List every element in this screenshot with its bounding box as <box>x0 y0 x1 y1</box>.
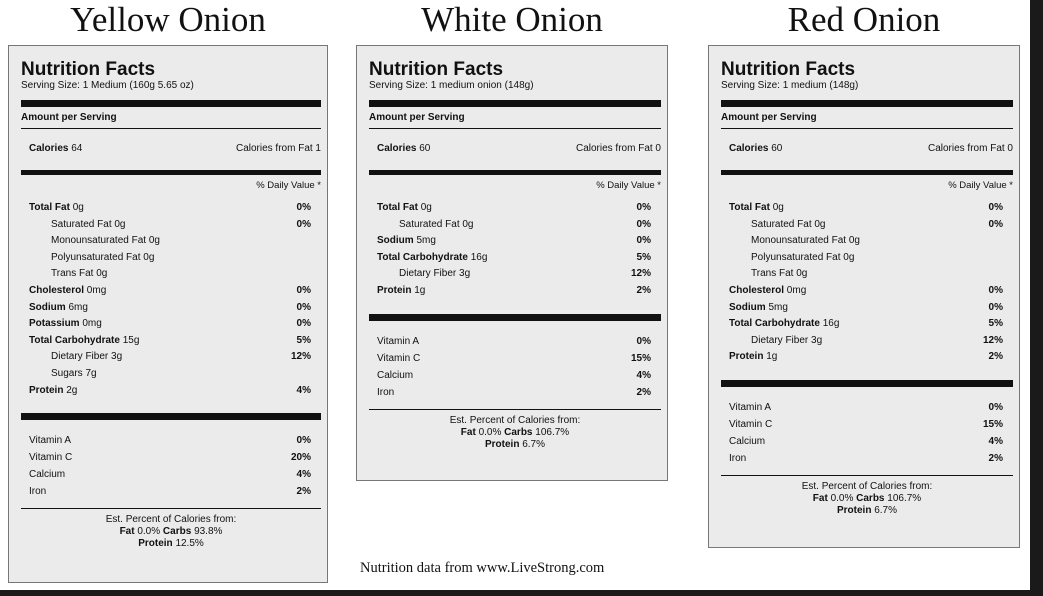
calories-text <box>29 143 82 155</box>
nutrient-name: Total Carbohydrate <box>377 251 468 263</box>
nutrient-pct: 0% <box>988 284 1003 296</box>
nutrient-name: Protein <box>377 284 412 296</box>
nutrient-name: Dietary Fiber 3g <box>51 351 123 363</box>
nutrient-row <box>369 200 661 217</box>
nutrient-text <box>29 283 106 300</box>
nutrient-row <box>21 316 321 333</box>
nutrient-pct: 5% <box>296 334 311 346</box>
nutrient-pct: 0% <box>296 318 311 330</box>
nutrient-name: Protein <box>29 384 64 396</box>
nutrient-amount: 1g <box>414 284 426 296</box>
vitamin-row <box>369 384 661 401</box>
nutrient-pct: 5% <box>636 251 651 263</box>
divider-thick <box>721 380 1013 387</box>
nutrient-name: Trans Fat 0g <box>751 268 808 280</box>
nutrient-name: Monounsaturated Fat 0g <box>751 235 860 247</box>
amount-per-serving: Amount per Serving <box>369 112 661 129</box>
nutrient-name: Saturated Fat 0g <box>51 218 126 230</box>
daily-value-header: % Daily Value * <box>596 180 661 191</box>
calories-row <box>369 129 661 170</box>
nutrient-text <box>377 283 425 300</box>
vitamin-pct: 0% <box>296 435 311 447</box>
nutrient-row <box>21 349 321 366</box>
nutrient-name: Dietary Fiber 3g <box>399 268 471 280</box>
fat-label: Fat <box>812 492 828 504</box>
white-onion-heading: White Onion <box>421 0 603 39</box>
vitamin-pct: 4% <box>988 435 1003 447</box>
fat-label: Fat <box>460 426 476 438</box>
est-percent-label: Est. Percent of Calories from: <box>105 514 237 526</box>
nutrient-row <box>721 300 1013 317</box>
nutrition-facts-title: Nutrition Facts <box>721 59 856 80</box>
vitamin-pct: 0% <box>636 335 651 347</box>
nutrient-row <box>369 250 661 267</box>
divider-thick <box>21 100 321 107</box>
calorie-breakdown <box>721 475 1013 517</box>
nutrient-name: Protein <box>729 351 764 363</box>
vitamin-name: Iron <box>729 452 747 464</box>
nutrient-text <box>729 200 784 217</box>
nutrient-pct: 0% <box>296 218 311 230</box>
nutrient-text <box>377 200 432 217</box>
est-percent-label: Est. Percent of Calories from: <box>449 414 581 426</box>
calories-value: 64 <box>71 143 83 154</box>
nutrient-name: Sugars 7g <box>51 367 97 379</box>
red-nutrition-label <box>708 45 1020 548</box>
protein-value: 6.7% <box>874 504 898 516</box>
carbs-value: 93.8% <box>194 526 223 538</box>
nutrient-row <box>21 383 321 400</box>
vitamin-row <box>721 416 1013 433</box>
nutrient-row <box>721 200 1013 217</box>
nutrition-facts-title: Nutrition Facts <box>21 59 156 80</box>
vitamin-row <box>21 449 321 466</box>
nutrient-pct: 0% <box>296 301 311 313</box>
protein-line <box>369 439 661 451</box>
carbs-label: Carbs <box>504 426 533 438</box>
nutrient-amount: 1g <box>766 351 778 363</box>
nutrient-pct: 12% <box>290 351 311 363</box>
nutrient-name: Polyunsaturated Fat 0g <box>51 251 155 263</box>
nutrient-text <box>729 283 806 300</box>
nutrient-name: Sodium <box>377 235 414 247</box>
nutrient-name: Total Carbohydrate <box>29 334 120 346</box>
carbs-label: Carbs <box>162 526 192 538</box>
nutrient-amount: 16g <box>822 318 840 330</box>
nutrient-amount: 15g <box>122 334 140 346</box>
vitamin-name: Vitamin C <box>29 452 73 464</box>
nutrient-row <box>721 250 1013 267</box>
vitamin-pct: 15% <box>630 352 651 364</box>
vitamin-name: Vitamin C <box>729 418 773 430</box>
fat-carbs-line <box>721 493 1013 505</box>
vitamin-row <box>369 367 661 384</box>
serving-size: Serving Size: 1 Medium (160g 5.65 oz) <box>21 80 194 91</box>
calories-from-fat: Calories from Fat 1 <box>235 143 321 154</box>
nutrient-text <box>729 349 777 366</box>
nutrient-name: Saturated Fat 0g <box>399 218 474 230</box>
nutrient-name: Potassium <box>29 318 80 330</box>
nutrient-text <box>377 250 487 267</box>
vitamin-row <box>369 333 661 350</box>
calories-from-fat: Calories from Fat 0 <box>927 143 1013 154</box>
vitamin-row <box>721 399 1013 416</box>
nutrient-amount: 0g <box>72 202 84 213</box>
nutrient-row <box>721 266 1013 283</box>
calories-value: 60 <box>771 143 783 154</box>
nutrient-name: Total Fat <box>377 202 418 213</box>
vitamin-name: Vitamin C <box>377 352 421 364</box>
nutrient-name: Total Fat <box>729 202 770 213</box>
vitamin-row <box>721 450 1013 467</box>
nutrient-name: Trans Fat 0g <box>51 268 108 280</box>
nutrient-name: Cholesterol <box>729 284 785 296</box>
vitamin-pct: 0% <box>988 401 1003 413</box>
calories-text <box>377 143 430 155</box>
nutrient-pct: 12% <box>982 334 1003 346</box>
calories-row <box>21 129 321 170</box>
calorie-breakdown <box>21 508 321 550</box>
nutrient-text <box>29 300 88 317</box>
nutrient-amount: 0mg <box>86 284 107 296</box>
nutrient-amount: 0g <box>420 202 432 213</box>
nutrient-row <box>369 217 661 234</box>
nutrient-row <box>21 266 321 283</box>
vitamin-name: Vitamin A <box>377 335 420 347</box>
nutrient-pct: 4% <box>296 384 311 396</box>
nutrient-text <box>729 300 788 317</box>
nutrient-text <box>729 316 839 333</box>
nutrient-pct: 2% <box>636 284 651 296</box>
vitamin-pct: 20% <box>290 452 311 464</box>
vitamin-row <box>21 466 321 483</box>
nutrient-amount: 5mg <box>768 301 788 313</box>
nutrient-name: Dietary Fiber 3g <box>751 334 823 346</box>
vitamin-name: Iron <box>29 486 47 498</box>
nutrient-row <box>21 333 321 350</box>
amount-per-serving: Amount per Serving <box>21 112 321 129</box>
vitamin-name: Calcium <box>729 435 766 447</box>
vitamin-pct: 2% <box>988 452 1003 464</box>
divider-thick <box>369 314 661 321</box>
calories-label: Calories <box>377 143 417 154</box>
serving-size: Serving Size: 1 medium (148g) <box>721 80 859 91</box>
divider-thick <box>21 413 321 420</box>
vitamin-row <box>21 483 321 500</box>
protein-value: 6.7% <box>522 438 546 450</box>
vitamin-pct: 4% <box>636 369 651 381</box>
protein-label: Protein <box>138 538 173 550</box>
daily-value-header: % Daily Value * <box>256 180 321 191</box>
carbs-label: Carbs <box>856 492 885 504</box>
nutrient-row <box>21 250 321 267</box>
nutrient-row <box>21 233 321 250</box>
nutrient-pct: 0% <box>988 202 1003 213</box>
nutrient-row <box>21 217 321 234</box>
fat-value: 0.0% <box>137 526 161 538</box>
calories-from-fat: Calories from Fat 0 <box>575 143 661 154</box>
calories-label: Calories <box>29 143 69 154</box>
vitamin-name: Iron <box>377 386 395 398</box>
vitamin-name: Calcium <box>29 469 66 481</box>
nutrient-text <box>29 333 139 350</box>
nutrient-row <box>721 233 1013 250</box>
nutrient-amount: 6mg <box>68 301 88 313</box>
nutrient-text <box>377 233 436 250</box>
carbs-value: 106.7% <box>887 492 922 504</box>
nutrient-pct: 0% <box>988 218 1003 230</box>
nutrient-pct: 0% <box>296 284 311 296</box>
nutrient-pct: 0% <box>636 202 651 213</box>
nutrient-text <box>29 316 102 333</box>
protein-line <box>721 505 1013 517</box>
nutrient-name: Total Fat <box>29 202 70 213</box>
red-onion-heading: Red Onion <box>787 0 941 39</box>
nutrient-row <box>721 217 1013 234</box>
divider-medium <box>369 170 661 175</box>
nutrient-name: Sodium <box>29 301 66 313</box>
nutrient-row <box>369 266 661 283</box>
nutrient-name: Polyunsaturated Fat 0g <box>751 251 855 263</box>
nutrient-amount: 0g <box>772 202 784 213</box>
nutrient-name: Saturated Fat 0g <box>751 218 826 230</box>
divider-thick <box>369 100 661 107</box>
fat-value: 0.0% <box>478 426 502 438</box>
vitamin-pct: 4% <box>296 469 311 481</box>
nutrient-pct: 5% <box>988 318 1003 330</box>
vitamin-pct: 2% <box>636 386 651 398</box>
nutrient-name: Cholesterol <box>29 284 85 296</box>
vitamin-name: Vitamin A <box>729 401 772 413</box>
est-percent-label: Est. Percent of Calories from: <box>801 480 933 492</box>
nutrient-name: Total Carbohydrate <box>729 318 820 330</box>
nutrition-facts-title: Nutrition Facts <box>369 59 504 80</box>
nutrient-pct: 0% <box>636 235 651 247</box>
fat-carbs-line <box>21 526 321 538</box>
vitamin-row <box>369 350 661 367</box>
nutrient-row <box>21 366 321 383</box>
nutrient-amount: 2g <box>66 384 78 396</box>
fat-label: Fat <box>119 526 135 538</box>
amount-per-serving: Amount per Serving <box>721 112 1013 129</box>
vitamin-name: Calcium <box>377 369 414 381</box>
nutrient-row <box>21 283 321 300</box>
calories-text <box>729 143 782 155</box>
vitamin-pct: 2% <box>296 486 311 498</box>
nutrient-row <box>721 349 1013 366</box>
divider-medium <box>21 170 321 175</box>
nutrient-pct: 12% <box>630 268 651 280</box>
daily-value-header: % Daily Value * <box>948 180 1013 191</box>
calories-row <box>721 129 1013 170</box>
nutrient-row <box>21 300 321 317</box>
calories-label: Calories <box>729 143 769 154</box>
nutrient-name: Sodium <box>729 301 766 313</box>
nutrient-name: Monounsaturated Fat 0g <box>51 235 160 247</box>
divider-thick <box>721 100 1013 107</box>
nutrient-pct: 0% <box>988 301 1003 313</box>
source-credit: Nutrition data from www.LiveStrong.com <box>360 560 605 576</box>
vitamin-pct: 15% <box>982 418 1003 430</box>
nutrient-row <box>369 233 661 250</box>
nutrient-row <box>21 200 321 217</box>
protein-line <box>21 538 321 550</box>
fat-carbs-line <box>369 427 661 439</box>
nutrient-pct: 0% <box>296 202 311 213</box>
protein-label: Protein <box>836 504 872 516</box>
calorie-breakdown <box>369 409 661 451</box>
carbs-value: 106.7% <box>535 426 570 438</box>
nutrient-row <box>721 333 1013 350</box>
yellow-nutrition-label <box>8 45 328 583</box>
protein-value: 12.5% <box>175 538 204 550</box>
protein-label: Protein <box>484 438 520 450</box>
nutrient-pct: 0% <box>636 218 651 230</box>
nutrient-amount: 0mg <box>82 318 102 330</box>
nutrient-text <box>29 383 77 400</box>
fat-value: 0.0% <box>830 492 854 504</box>
vitamin-name: Vitamin A <box>29 435 72 447</box>
serving-size: Serving Size: 1 medium onion (148g) <box>369 80 534 91</box>
nutrient-amount: 16g <box>470 251 488 263</box>
yellow-onion-heading: Yellow Onion <box>70 0 266 39</box>
vitamin-row <box>21 432 321 449</box>
nutrient-row <box>721 283 1013 300</box>
nutrient-row <box>369 283 661 300</box>
vitamin-row <box>721 433 1013 450</box>
nutrient-amount: 5mg <box>416 235 436 247</box>
nutrient-amount: 0mg <box>786 284 807 296</box>
nutrient-text <box>29 200 84 217</box>
divider-medium <box>721 170 1013 175</box>
nutrient-row <box>721 316 1013 333</box>
nutrient-pct: 2% <box>988 351 1003 363</box>
calories-value: 60 <box>419 143 431 154</box>
white-nutrition-label <box>356 45 668 481</box>
